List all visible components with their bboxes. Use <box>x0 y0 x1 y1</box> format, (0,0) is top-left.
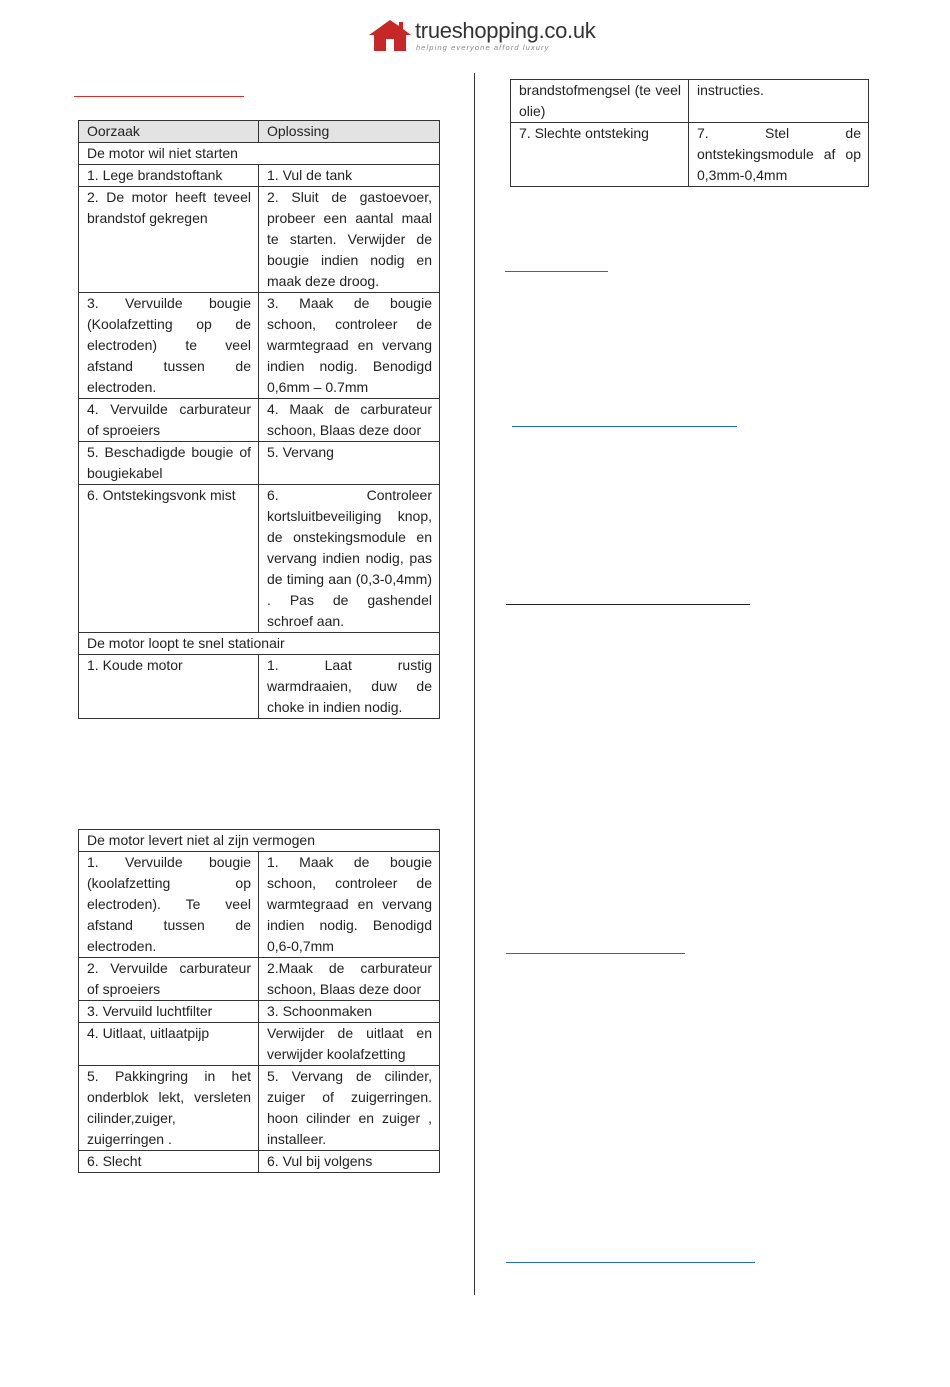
cause-cell: 5. Beschadigde bougie of bougiekabel <box>79 442 259 485</box>
solution-cell: 1. Maak de bougie schoon, controleer de warmtegraad en vervang indien nodig. Benodigd 0,6-0,7mm <box>259 852 440 958</box>
table-row <box>79 165 440 187</box>
table-row <box>511 80 869 123</box>
table-row <box>79 1151 440 1173</box>
solution-cell: 7. Stel de ontstekingsmodule af op 0,3mm-0,4mm <box>689 123 869 187</box>
cause-cell: 3. Vervuilde bougie (Koolafzetting op de electroden) te veel afstand tussen de electroden. <box>79 293 259 399</box>
solution-cell: 3. Maak de bougie schoon, controleer de warmtegraad en vervang indien nodig. Benodigd 0,6mm – 0.7mm <box>259 293 440 399</box>
troubleshooting-table <box>78 120 440 719</box>
column-divider <box>474 73 475 1295</box>
cause-cell: 6. Ontstekingsvonk mist <box>79 485 259 633</box>
heading-rule-blue <box>512 426 737 427</box>
logo-tagline: helping everyone afford luxury <box>416 43 550 52</box>
troubleshooting-table <box>78 829 440 1173</box>
logo-brand: trueshopping.co.uk <box>415 18 596 43</box>
solution-cell: 6. Vul bij volgens <box>259 1151 440 1173</box>
header-solution: Oplossing <box>259 121 440 143</box>
cause-cell: 5. Pakkingring in het onderblok lekt, versleten cilinder,zuiger, zuigerringen . <box>79 1066 259 1151</box>
section-row <box>79 830 440 852</box>
heading-rule-red <box>505 271 608 272</box>
heading-rule-black <box>506 604 750 605</box>
cause-cell: 1. Lege brandstoftank <box>79 165 259 187</box>
table-row <box>79 852 440 958</box>
cause-cell: 4. Uitlaat, uitlaatpijp <box>79 1023 259 1066</box>
cause-cell: 1. Vervuilde bougie (koolafzetting op electroden). Te veel afstand tussen de electroden. <box>79 852 259 958</box>
heading-rule-red <box>74 96 244 97</box>
solution-cell: 4. Maak de carburateur schoon, Blaas deze door <box>259 399 440 442</box>
solution-cell: 1. Vul de tank <box>259 165 440 187</box>
cause-cell: 7. Slechte ontsteking <box>511 123 689 187</box>
solution-cell: 2. Sluit de gastoevoer, probeer een aantal maal te starten. Verwijder de bougie indien nodig en maak deze droog. <box>259 187 440 293</box>
solution-cell: 2.Maak de carburateur schoon, Blaas deze door <box>259 958 440 1001</box>
table-row <box>79 442 440 485</box>
cause-cell: 2. De motor heeft teveel brandstof gekregen <box>79 187 259 293</box>
section-row <box>79 633 440 655</box>
logo <box>368 18 596 56</box>
heading-rule-blue <box>506 1262 755 1263</box>
heading-rule-red <box>506 953 685 954</box>
table-row <box>79 1001 440 1023</box>
table-row <box>79 1023 440 1066</box>
solution-cell: 1. Laat rustig warmdraaien, duw de choke in indien nodig. <box>259 655 440 719</box>
section-title: De motor levert niet al zijn vermogen <box>79 830 440 852</box>
header-cause: Oorzaak <box>79 121 259 143</box>
house-icon <box>368 18 412 52</box>
table-row <box>79 399 440 442</box>
troubleshooting-table-continued <box>510 79 869 187</box>
cause-cell: 3. Vervuild luchtfilter <box>79 1001 259 1023</box>
table-row <box>511 123 869 187</box>
solution-cell: Verwijder de uitlaat en verwijder koolafzetting <box>259 1023 440 1066</box>
cause-cell: 4. Vervuilde carburateur of sproeiers <box>79 399 259 442</box>
table-header-row <box>79 121 440 143</box>
cause-cell: 1. Koude motor <box>79 655 259 719</box>
table-row <box>79 958 440 1001</box>
table-row <box>79 187 440 293</box>
cause-cell: brandstofmengsel (te veel olie) <box>511 80 689 123</box>
table-row <box>79 1066 440 1151</box>
cause-cell: 6. Slecht <box>79 1151 259 1173</box>
section-title: De motor loopt te snel stationair <box>79 633 440 655</box>
solution-cell: 6. Controleer kortsluitbeveiliging knop, de onstekingsmodule en vervang indien nodig, pas de timing aan (0,3-0,4mm) . Pas de gashendel schroef aan. <box>259 485 440 633</box>
section-title: De motor wil niet starten <box>79 143 440 165</box>
solution-cell: 5. Vervang <box>259 442 440 485</box>
table-row <box>79 485 440 633</box>
solution-cell: instructies. <box>689 80 869 123</box>
table-row <box>79 655 440 719</box>
solution-cell: 3. Schoonmaken <box>259 1001 440 1023</box>
section-row <box>79 143 440 165</box>
table-row <box>79 293 440 399</box>
solution-cell: 5. Vervang de cilinder, zuiger of zuigerringen. hoon cilinder en zuiger , installeer. <box>259 1066 440 1151</box>
cause-cell: 2. Vervuilde carburateur of sproeiers <box>79 958 259 1001</box>
